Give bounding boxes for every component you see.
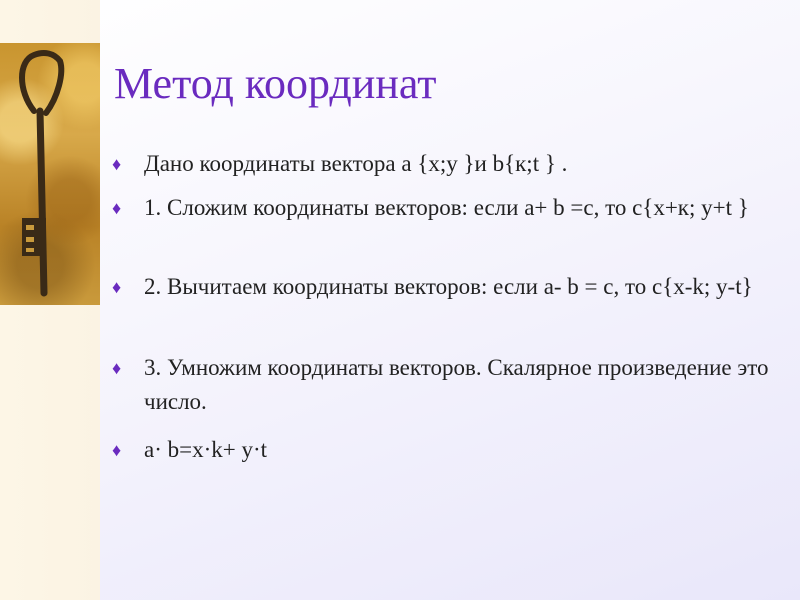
diamond-bullet-icon: ♦ bbox=[112, 198, 122, 218]
bullet-text: 1. Сложим координаты векторов: если a+ b =c, то c{x+к; y+t } bbox=[144, 195, 749, 220]
slide-title: Метод координат bbox=[114, 59, 437, 108]
diamond-bullet-icon: ♦ bbox=[112, 277, 122, 297]
diamond-bullet-icon: ♦ bbox=[112, 154, 122, 174]
bullet-text: 2. Вычитаем координаты векторов: если a- b = c, то c{x-k; y-t} bbox=[144, 274, 753, 299]
key-icon bbox=[0, 43, 100, 305]
diamond-bullet-icon: ♦ bbox=[112, 358, 122, 378]
bullet-text: Дано координаты вектора a {x;y }и b{к;t } . bbox=[144, 151, 568, 176]
diamond-bullet-icon: ♦ bbox=[112, 440, 122, 460]
bullet-text: a· b=x·k+ y·t bbox=[144, 437, 268, 462]
bullet-text: 3. Умножим координаты векторов. Скалярное произведение это число. bbox=[144, 355, 769, 414]
key-photo bbox=[0, 43, 100, 305]
